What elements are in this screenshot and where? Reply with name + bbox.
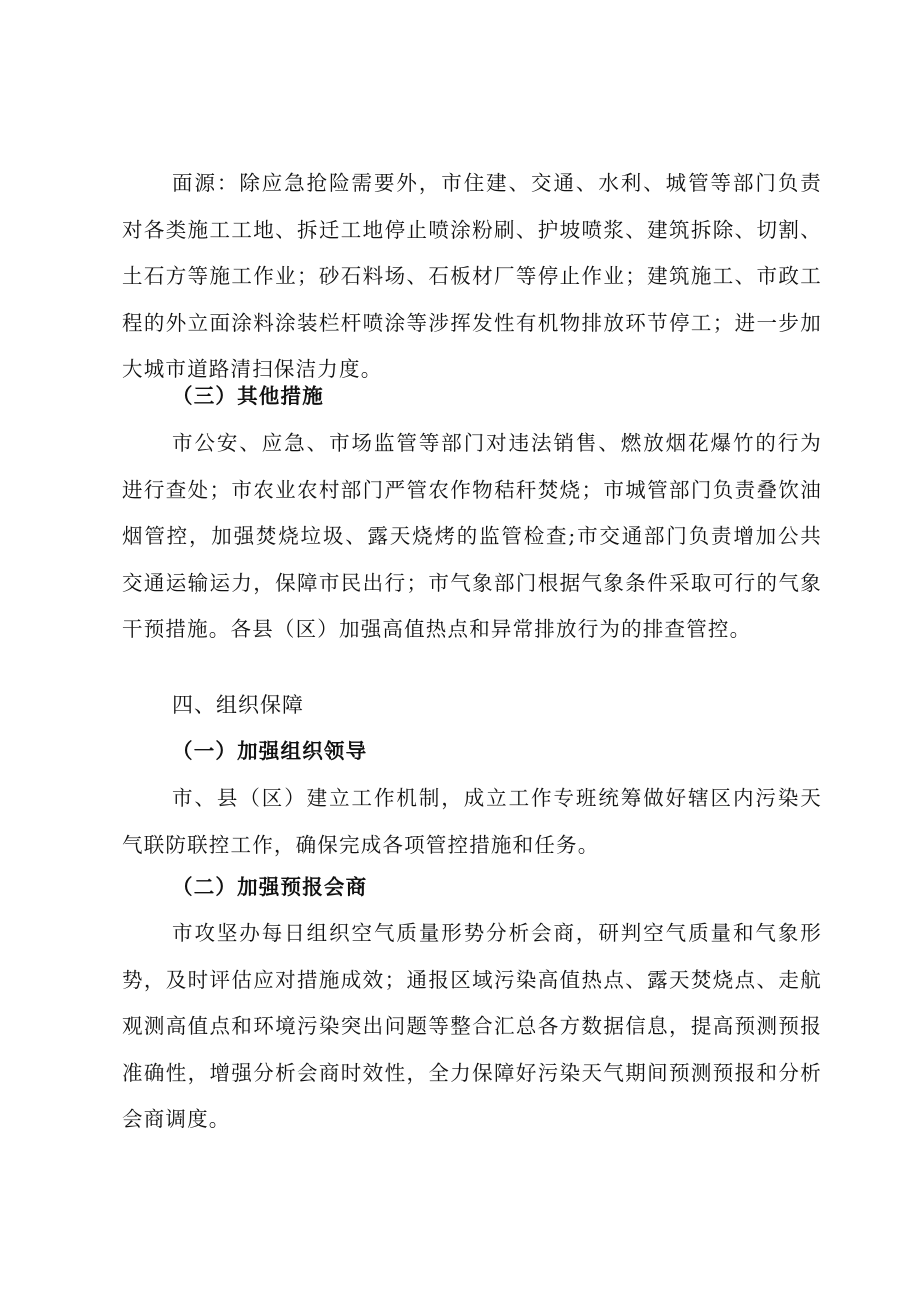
paragraph-other-measures: 市公安、应急、市场监管等部门对违法销售、燃放烟花爆竹的行为进行查处；市农业农村部门严管农作物秸秆焚烧；市城管部门负责叠饮油烟管控，加强焚烧垃圾、露天烧烤的监管检查;市交通部门负责增加公共交通运输运力，保障市民出行；市气象部门根据气象条件采取可行的气象干预措施。各县（区）加强高值热点和异常排放行为的排查管控。 — [122, 431, 822, 642]
subheading-other-measures: （三）其他措施 — [172, 384, 324, 408]
paragraph-forecast: 市攻坚办每日组织空气质量形势分析会商，研判空气质量和气象形势，及时评估应对措施成效；通报区域污染高值热点、露天焚烧点、走航观测高值点和环境污染突出问题等整合汇总各方数据信息，提高预测预报准确性，增强分析会商时效性，全力保障好污染天气期间预测预报和分析会商调度。 — [122, 921, 822, 1132]
subheading-strengthen-leadership: （一）加强组织领导 — [172, 739, 368, 763]
paragraph-area-source-measures: 面源：除应急抢险需要外，市住建、交通、水利、城管等部门负责对各类施工工地、拆迁工地停止喷涂粉刷、护坡喷浆、建筑拆除、切割、土石方等施工作业；砂石料场、石板材厂等停止作业；建筑施工、市政工程的外立面涂料涂装栏杆喷涂等涉挥发性有机物排放环节停工；进一步加大城市道路清扫保洁力度。 — [122, 171, 822, 382]
paragraph-leadership: 市、县（区）建立工作机制，成立工作专班统筹做好辖区内污染天气联防联控工作，确保完成各项管控措施和任务。 — [122, 786, 822, 857]
heading-organizational-guarantee: 四、组织保障 — [172, 693, 304, 717]
subheading-strengthen-forecast: （二）加强预报会商 — [172, 875, 368, 899]
